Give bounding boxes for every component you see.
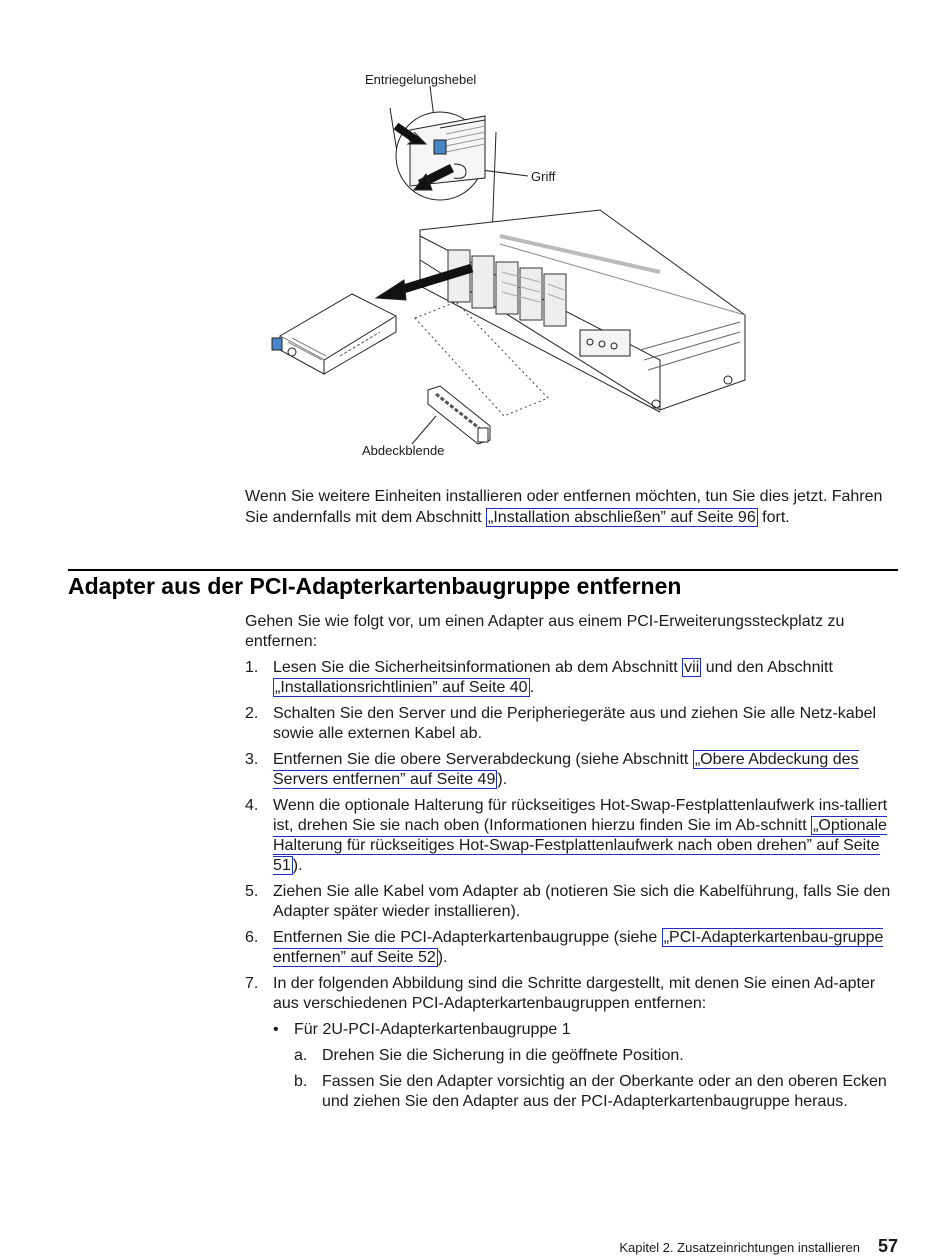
step-number: 7. — [245, 975, 259, 992]
substep-letter: b. — [294, 1073, 308, 1090]
link-vii[interactable]: vii — [684, 659, 700, 676]
step-number: 2. — [245, 705, 259, 722]
server-illustration — [240, 60, 760, 470]
bullet-list — [273, 1020, 900, 1112]
substeps-list — [294, 1046, 900, 1112]
page-number: 57 — [877, 1236, 898, 1256]
step-text: . — [529, 679, 535, 696]
step-text: Lesen Sie die Sicherheitsinformationen ab dem Abschnitt — [273, 659, 683, 676]
step-number: 1. — [245, 659, 259, 676]
link-remove-top-cover[interactable]: „Obere Abdeckung des Servers entfernen” auf Seite 49 — [273, 751, 859, 788]
substep-b — [294, 1072, 900, 1112]
step-text: ). — [292, 857, 303, 874]
step-number: 5. — [245, 883, 259, 900]
step-text: Wenn die optionale Halterung für rückseitiges Hot-Swap-Festplattenlaufwerk ins-talliert ist, drehen Sie sie nach oben (Informationen hierzu finden Sie im Ab-schnitt — [273, 797, 888, 834]
link-rotate-drive-bracket[interactable]: „Optionale Halterung für rückseitiges Hot-Swap-Festplattenlaufwerk nach oben drehen” auf Seite 51 — [273, 817, 887, 874]
steps-list — [245, 658, 900, 1112]
step-7 — [245, 974, 900, 1112]
bullet-text: Für 2U-PCI-Adapterkartenbaugruppe 1 — [294, 1021, 571, 1038]
section-heading: Adapter aus der PCI-Adapterkartenbaugruppe entfernen — [68, 573, 682, 599]
step-3 — [245, 750, 900, 790]
bullet-item — [273, 1020, 900, 1112]
step-text: Entfernen Sie die obere Serverabdeckung (siehe Abschnitt — [273, 751, 693, 768]
label-filler-panel: Abdeckblende — [362, 443, 445, 458]
label-release-lever: Entriegelungshebel — [365, 72, 477, 87]
intro-paragraph — [245, 486, 900, 528]
link-installation-complete[interactable]: „Installation abschließen” auf Seite 96 — [488, 509, 756, 526]
link-installation-guidelines[interactable]: „Installationsrichtlinien” auf Seite 40 — [275, 679, 528, 696]
footer-chapter: Kapitel 2. Zusatzeinrichtungen installieren — [619, 1240, 860, 1255]
figure-hot-swap-drive-removal — [240, 60, 760, 470]
step-2 — [245, 704, 900, 744]
step-4 — [245, 796, 900, 876]
step-number: 4. — [245, 797, 259, 814]
substep-a — [294, 1046, 900, 1066]
step-text: Schalten Sie den Server und die Peripheriegeräte aus und ziehen Sie alle Netz-kabel sowie alle externen Kabel ab. — [273, 705, 877, 742]
lead-paragraph: Gehen Sie wie folgt vor, um einen Adapter aus einem PCI-Erweiterungssteckplatz zu entfernen: — [245, 613, 845, 650]
label-handle: Griff — [531, 169, 556, 184]
step-6 — [245, 928, 900, 968]
step-1 — [245, 658, 900, 698]
substep-letter: a. — [294, 1047, 308, 1064]
bullet-symbol: • — [273, 1021, 279, 1038]
step-text: In der folgenden Abbildung sind die Schritte dargestellt, mit denen Sie einen Ad-apter aus verschiedenen PCI-Adapterkartenbaugruppen entfernen: — [273, 975, 876, 1012]
intro-text-end: fort. — [757, 509, 790, 526]
substep-text: Drehen Sie die Sicherung in die geöffnete Position. — [322, 1047, 684, 1064]
step-text: ). — [497, 771, 508, 788]
step-text: ). — [437, 949, 448, 966]
step-text: Entfernen Sie die PCI-Adapterkartenbaugruppe (siehe — [273, 929, 662, 946]
section-body — [245, 612, 900, 1118]
page-footer — [619, 1236, 898, 1257]
section-divider — [68, 569, 898, 571]
step-text: Ziehen Sie alle Kabel vom Adapter ab (notieren Sie sich die Kabelführung, falls Sie den Adapter später wieder installieren). — [273, 883, 891, 920]
substep-text: Fassen Sie den Adapter vorsichtig an der Oberkante oder an den oberen Ecken und ziehen Sie den Adapter aus der PCI-Adapterkartenbaugruppe heraus. — [322, 1073, 887, 1110]
step-number: 6. — [245, 929, 259, 946]
step-number: 3. — [245, 751, 259, 768]
link-remove-riser-assembly[interactable]: „PCI-Adapterkartenbau-gruppe entfernen” auf Seite 52 — [273, 929, 884, 966]
step-5 — [245, 882, 900, 922]
intro-text: Wenn Sie weitere Einheiten installieren oder entfernen möchten, tun Sie dies jetzt. Fahren Sie andernfalls mit dem Abschnitt — [245, 488, 883, 526]
step-text: und den Abschnitt — [701, 659, 833, 676]
